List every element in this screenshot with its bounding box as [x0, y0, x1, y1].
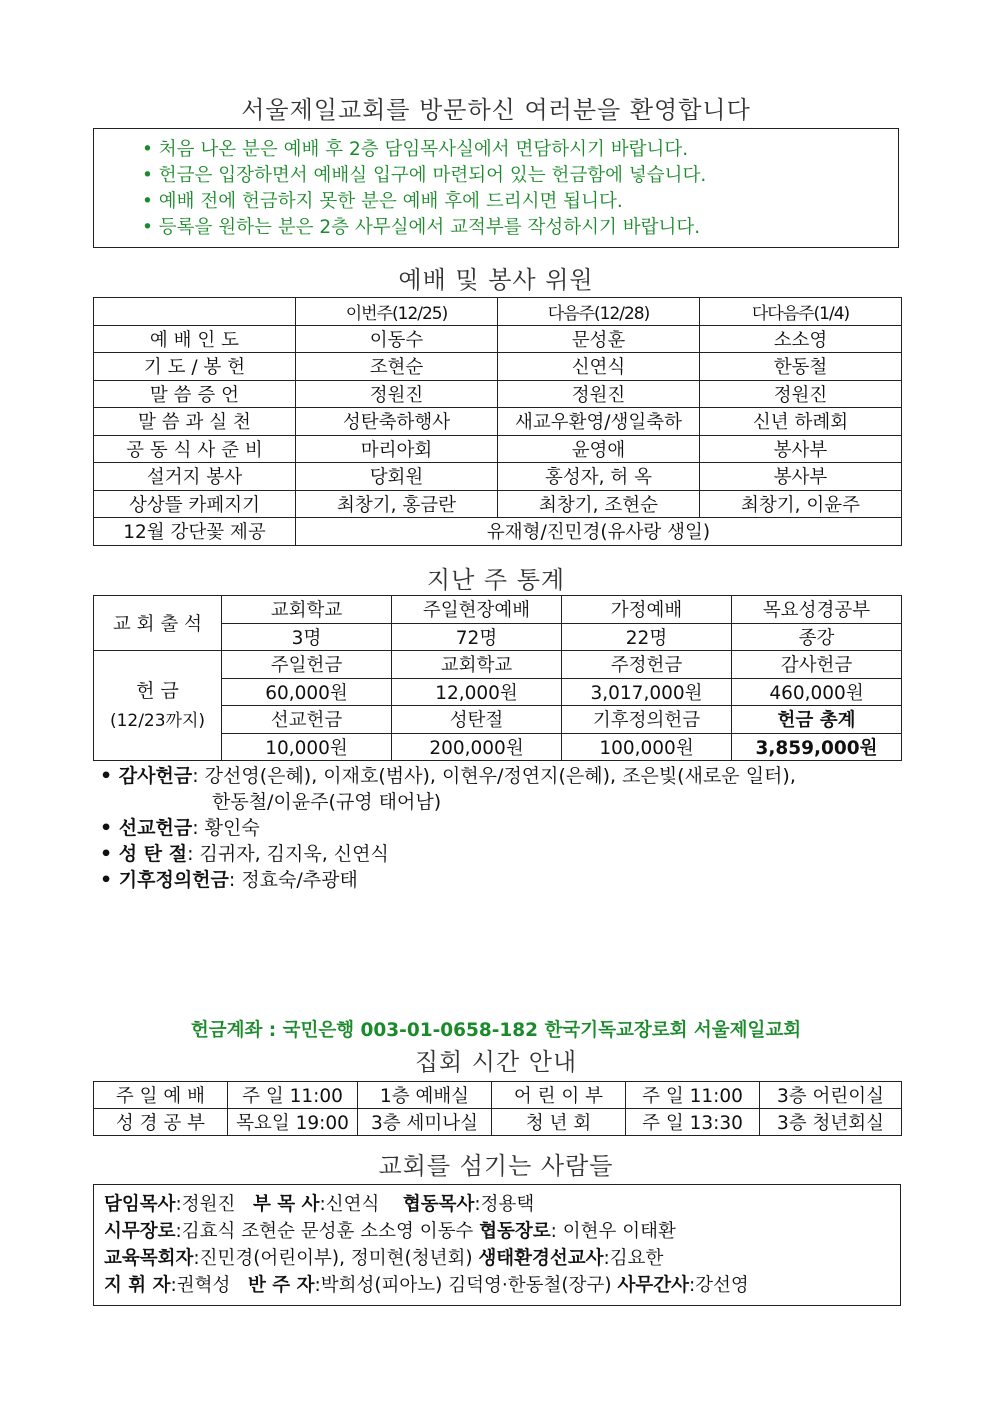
table-cell: 신연식 [498, 353, 700, 381]
staff-text: :정용택 [474, 1194, 535, 1215]
staff-label: 반 주 자 [248, 1275, 315, 1296]
staff-label: 사무간사 [617, 1275, 689, 1296]
table-cell: 3층 청년회실 [760, 1109, 902, 1136]
table-row [94, 435, 902, 463]
note-text: : 김귀자, 김지욱, 신연식 [187, 843, 389, 865]
note-label: 성 탄 절 [118, 843, 188, 865]
table-cell: 60,000원 [222, 678, 392, 706]
total-cell: 3,859,000원 [732, 733, 902, 761]
note-text: 한동철/이윤주(규영 태어남) [212, 791, 442, 813]
table-cell: 윤영애 [498, 435, 700, 463]
table-cell: 어 린 이 부 [492, 1082, 626, 1109]
table-cell: 정원진 [700, 380, 902, 408]
table-cell: 3명 [222, 623, 392, 651]
table-cell: 주 일 11:00 [626, 1082, 760, 1109]
header-cell: 가정예배 [562, 596, 732, 624]
table-row [94, 518, 902, 546]
note-text: : 정효숙/추광태 [228, 869, 358, 891]
header-cell: 다음주(12/28) [498, 298, 700, 326]
staff-line [104, 1272, 900, 1299]
staff-label: 교육목회자 [104, 1248, 194, 1269]
service-title: 예배 및 봉사 위원 [398, 266, 594, 294]
staff-label: 지 휘 자 [104, 1275, 171, 1296]
welcome-item: • 처음 나온 분은 예배 후 2층 담임목사실에서 면담하시기 바랍니다. [142, 139, 689, 160]
staff-line [104, 1218, 900, 1245]
role-cell: 예 배 인 도 [94, 325, 296, 353]
table-row [94, 353, 902, 381]
table-cell: 조현순 [296, 353, 498, 381]
staff-label: 협동장로 [479, 1221, 551, 1242]
welcome-box [93, 128, 899, 248]
table-cell: 성탄축하행사 [296, 408, 498, 436]
staff-label: 협동목사 [402, 1194, 475, 1215]
note-line [100, 789, 900, 815]
table-cell: 마리아회 [296, 435, 498, 463]
role-cell: 말 씀 과 실 천 [94, 408, 296, 436]
header-cell: 주일헌금 [222, 651, 392, 679]
staff-box [93, 1184, 901, 1306]
table-cell: 당회원 [296, 463, 498, 491]
header-cell: 교회학교 [392, 651, 562, 679]
account-info: 헌금계좌 : 국민은행 003-01-0658-182 한국기독교장로회 서울제일교회 [190, 1020, 802, 1041]
table-cell: 최창기, 홍금란 [296, 490, 498, 518]
role-cell: 설거지 봉사 [94, 463, 296, 491]
staff-text: :권혁성 [170, 1275, 248, 1296]
note-text: : 강선영(은혜), 이재호(범사), 이현우/정연지(은혜), 조은빛(새로운 일터), [192, 765, 796, 787]
offering-label-cell [94, 651, 222, 761]
table-row [94, 463, 902, 491]
table-cell: 22명 [562, 623, 732, 651]
note-line: • 기후정의헌금: 정효숙/추광태 [100, 869, 358, 891]
table-cell: 100,000원 [562, 733, 732, 761]
offering-label: 헌 금 [136, 679, 179, 702]
header-cell: 주정헌금 [562, 651, 732, 679]
table-cell: 새교우환영/생일축하 [498, 408, 700, 436]
header-cell: 다다음주(1/4) [700, 298, 902, 326]
attendance-label: 교 회 출 석 [94, 596, 222, 651]
header-cell: 선교헌금 [222, 706, 392, 734]
table-cell: 정원진 [296, 380, 498, 408]
staff-text: :박희성(피아노) 김덕영·한동철(장구) [314, 1275, 618, 1296]
table-cell: 460,000원 [732, 678, 902, 706]
header-cell: 헌금 총계 [732, 706, 902, 734]
header-cell: 이번주(12/25) [296, 298, 498, 326]
table-cell: 신년 하례회 [700, 408, 902, 436]
table-row [94, 408, 902, 436]
role-cell: 기 도 / 봉 헌 [94, 353, 296, 381]
table-cell: 소소영 [700, 325, 902, 353]
table-row [94, 596, 902, 624]
flower-cell: 유재형/진민경(유사랑 생일) [296, 518, 902, 546]
table-cell: 목요일 19:00 [228, 1109, 358, 1136]
staff-label: 시무장로 [104, 1221, 176, 1242]
staff-text: :진민경(어린이부), 정미현(청년회) [193, 1248, 479, 1269]
table-row [94, 325, 902, 353]
note-line: • 성 탄 절: 김귀자, 김지욱, 신연식 [100, 843, 389, 865]
service-table [93, 297, 902, 546]
header-cell [94, 298, 296, 326]
header-cell: 교회학교 [222, 596, 392, 624]
header-cell: 감사헌금 [732, 651, 902, 679]
table-cell: 주 일 11:00 [228, 1082, 358, 1109]
header-cell: 주일현장예배 [392, 596, 562, 624]
staff-text: :신연식 [319, 1194, 403, 1215]
welcome-item: • 예배 전에 헌금하지 못한 분은 예배 후에 드리시면 됩니다. [142, 191, 623, 212]
table-cell: 3층 세미나실 [358, 1109, 492, 1136]
table-cell: 종강 [732, 623, 902, 651]
table-cell: 12,000원 [392, 678, 562, 706]
table-cell: 봉사부 [700, 435, 902, 463]
table-cell: 주 일 13:30 [626, 1109, 760, 1136]
table-cell: 3층 어린이실 [760, 1082, 902, 1109]
staff-text: :정원진 [175, 1194, 253, 1215]
table-row [94, 298, 902, 326]
staff-text: :김요한 [603, 1248, 664, 1269]
stats-table [93, 595, 902, 761]
table-cell: 한동철 [700, 353, 902, 381]
staff-text: :강선영 [688, 1275, 749, 1296]
table-cell: 최창기, 조현순 [498, 490, 700, 518]
table-cell: 3,017,000원 [562, 678, 732, 706]
meeting-table [93, 1081, 902, 1136]
staff-text: : 이현우 이태환 [550, 1221, 676, 1242]
table-row [94, 380, 902, 408]
note-line: • 감사헌금: 강선영(은혜), 이재호(범사), 이현우/정연지(은혜), 조은빛(새로운 일터), [100, 765, 796, 787]
table-cell: 문성훈 [498, 325, 700, 353]
table-cell: 200,000원 [392, 733, 562, 761]
staff-label: 담임목사 [104, 1194, 176, 1215]
table-cell: 정원진 [498, 380, 700, 408]
table-cell: 최창기, 이윤주 [700, 490, 902, 518]
staff-line [104, 1191, 900, 1218]
stats-title: 지난 주 통계 [426, 566, 566, 594]
meeting-title: 집회 시간 안내 [414, 1048, 578, 1076]
offering-sub: (12/23까지) [109, 710, 206, 731]
welcome-item: • 등록을 원하는 분은 2층 사무실에서 교적부를 작성하시기 바랍니다. [142, 217, 701, 238]
table-row [94, 1082, 902, 1109]
table-cell: 청 년 회 [492, 1109, 626, 1136]
header-cell: 기후정의헌금 [562, 706, 732, 734]
note-text: : 황인숙 [192, 817, 260, 839]
table-row [94, 490, 902, 518]
table-cell: 이동수 [296, 325, 498, 353]
welcome-item: • 헌금은 입장하면서 예배실 입구에 마련되어 있는 헌금함에 넣습니다. [142, 165, 707, 186]
role-cell: 12월 강단꽃 제공 [94, 518, 296, 546]
welcome-title: 서울제일교회를 방문하신 여러분을 환영합니다 [241, 96, 751, 124]
staff-title: 교회를 섬기는 사람들 [378, 1152, 614, 1180]
table-cell: 10,000원 [222, 733, 392, 761]
role-cell: 공 동 식 사 준 비 [94, 435, 296, 463]
table-cell: 봉사부 [700, 463, 902, 491]
staff-text: :김효식 조현순 문성훈 소소영 이동수 [175, 1221, 480, 1242]
role-cell: 말 씀 증 언 [94, 380, 296, 408]
table-cell: 1층 예배실 [358, 1082, 492, 1109]
welcome-list [94, 129, 898, 241]
staff-label: 부 목 사 [252, 1194, 320, 1215]
table-row [94, 1109, 902, 1136]
note-label: 선교헌금 [118, 817, 193, 839]
table-cell: 성 경 공 부 [94, 1109, 228, 1136]
header-cell: 성탄절 [392, 706, 562, 734]
table-row [94, 651, 902, 679]
note-line: • 선교헌금: 황인숙 [100, 817, 260, 839]
staff-label: 생태환경선교사 [478, 1248, 604, 1269]
note-label: 감사헌금 [118, 765, 193, 787]
offering-notes [100, 763, 900, 893]
note-label: 기후정의헌금 [118, 869, 229, 891]
staff-line [104, 1245, 900, 1272]
table-cell: 72명 [392, 623, 562, 651]
table-cell: 주 일 예 배 [94, 1082, 228, 1109]
table-cell: 홍성자, 허 옥 [498, 463, 700, 491]
role-cell: 상상뜰 카페지기 [94, 490, 296, 518]
header-cell: 목요성경공부 [732, 596, 902, 624]
